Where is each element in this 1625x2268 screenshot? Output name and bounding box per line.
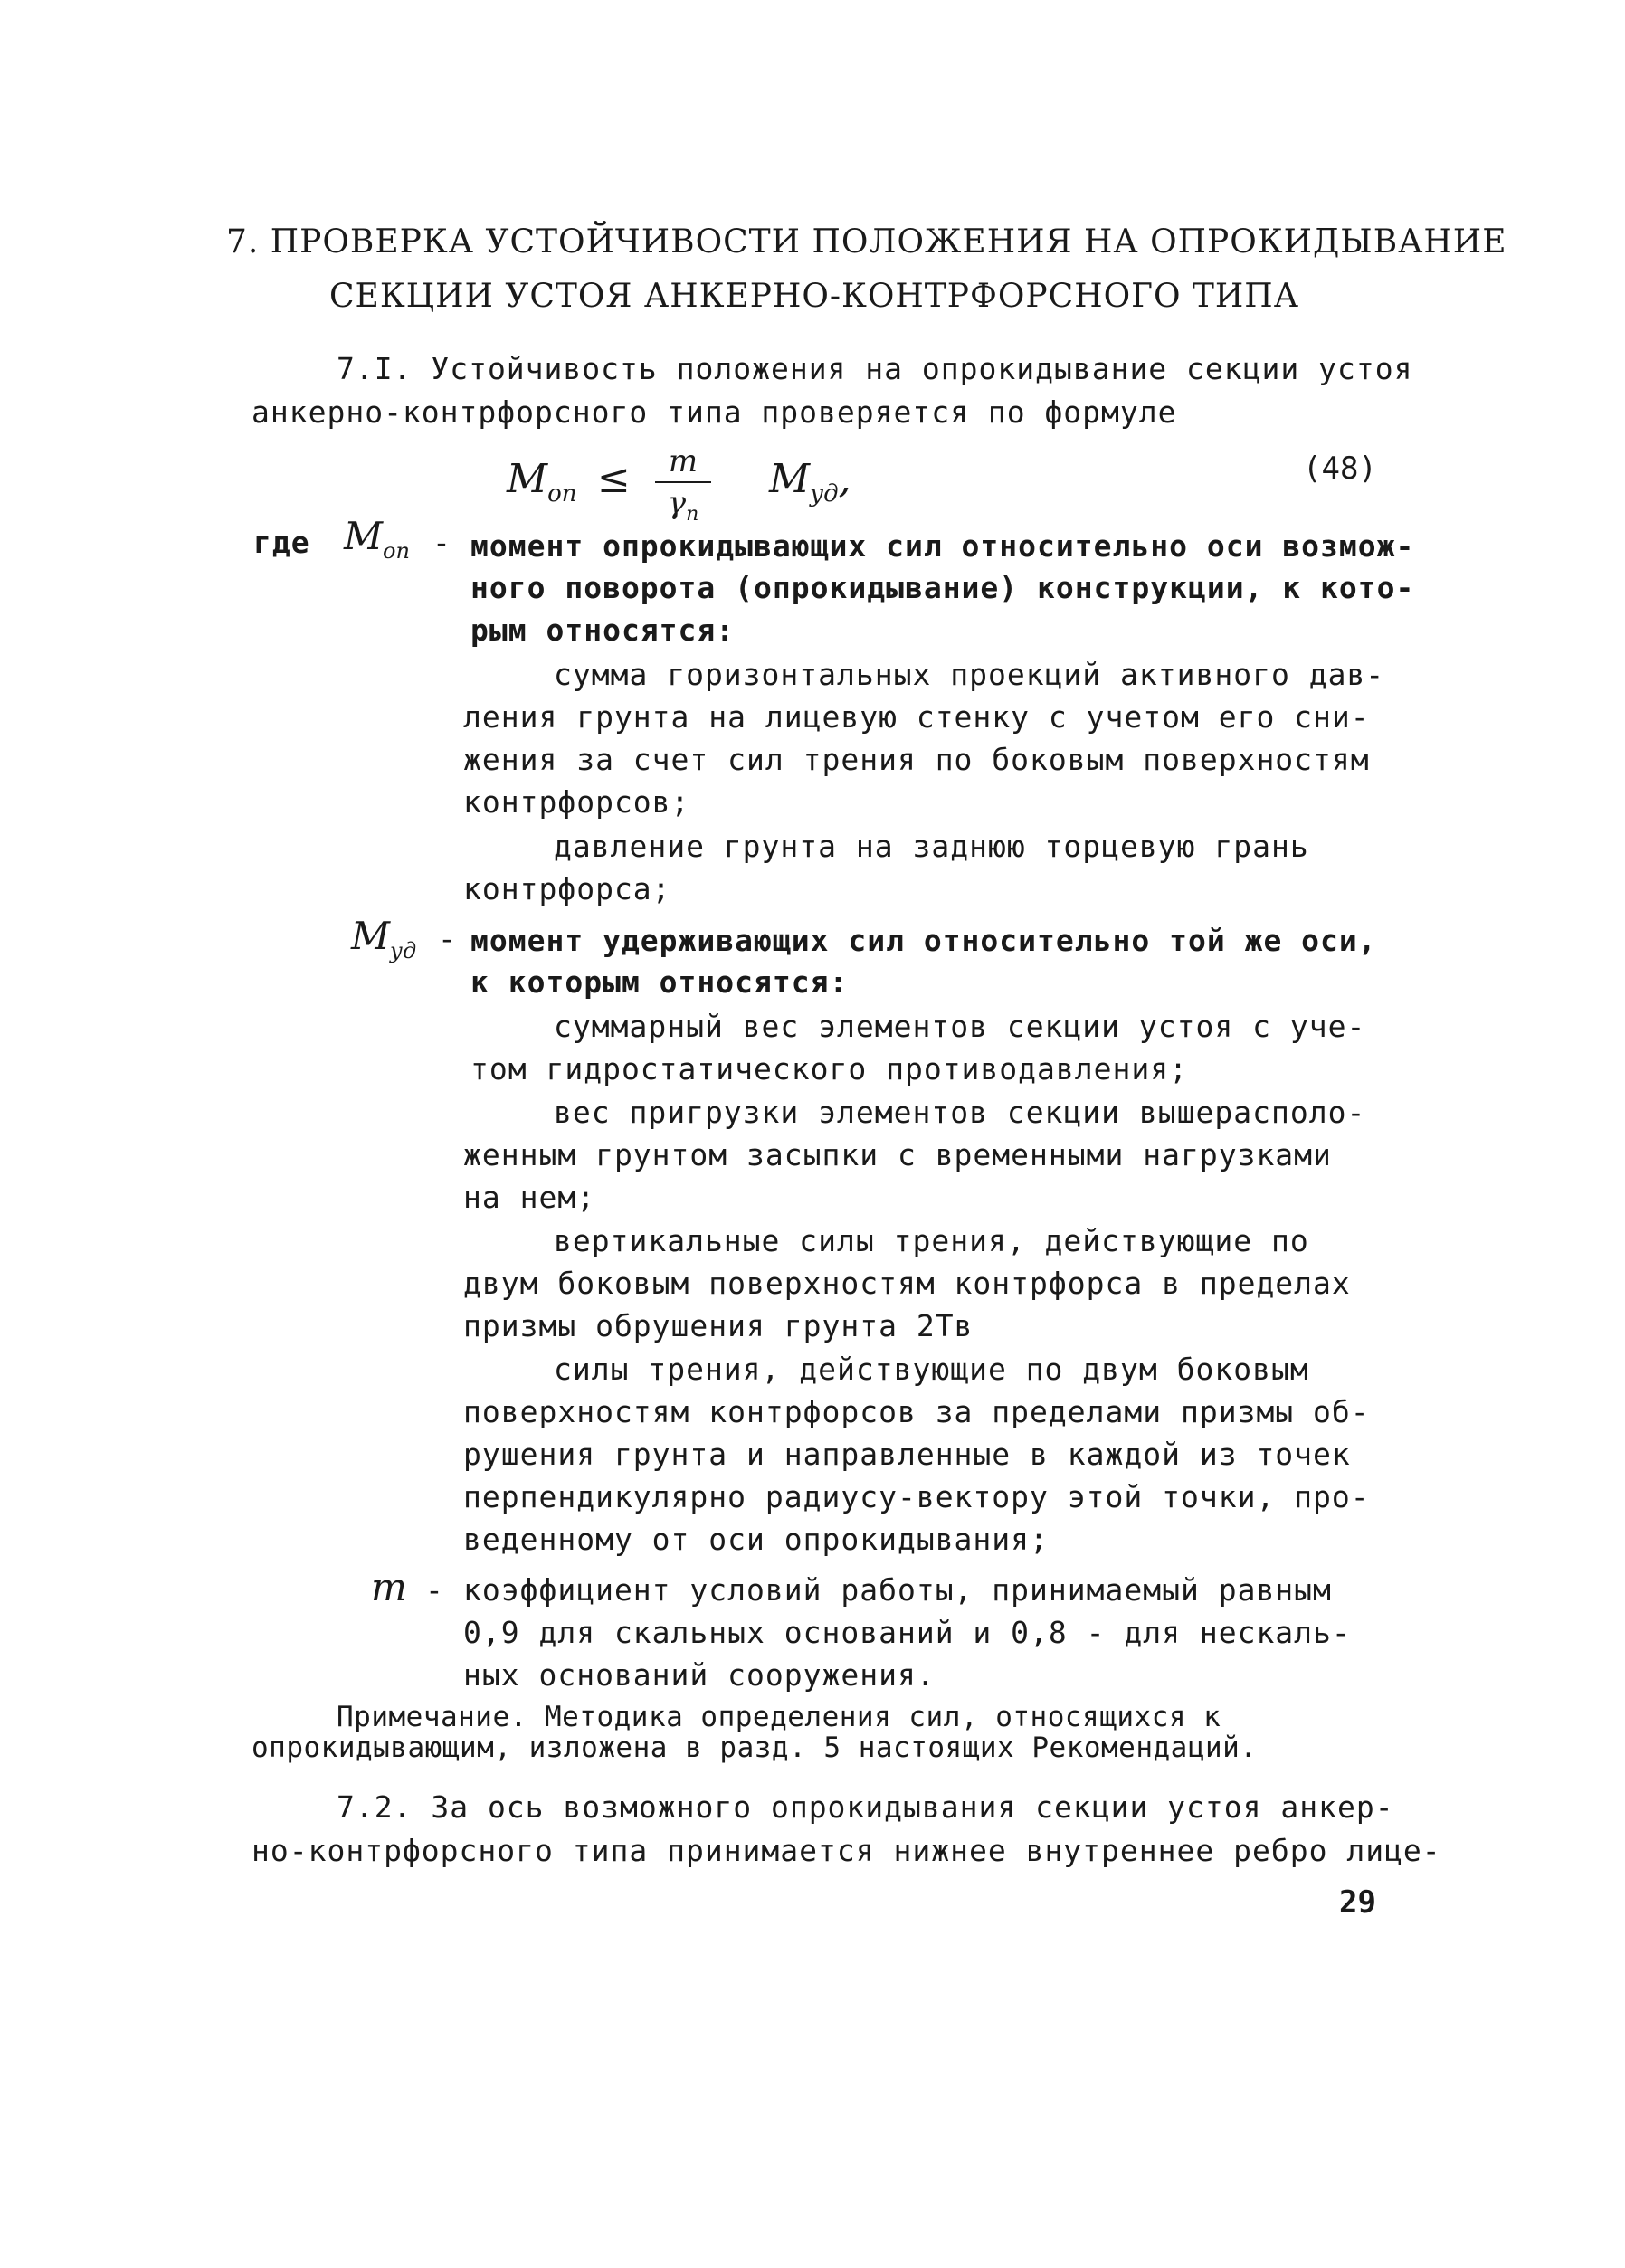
m-def-line-2: 0,9 для скальных оснований и 0,8 - для нескаль- <box>463 1615 1351 1650</box>
note-line-2: опрокидывающим, изложена в разд. 5 настоящих Рекомендаций. <box>252 1732 1258 1764</box>
heading-line-2: СЕКЦИИ УСТОЯ АНКЕРНО-КОНТРФОРСНОГО ТИПА <box>329 278 1299 315</box>
mud-dash: - <box>438 921 456 956</box>
mud-symbol: $M_{уд}$ <box>351 914 417 963</box>
para-7-2-line-2: но-контрфорсного типа принимается нижнее внутреннее ребро лице- <box>252 1833 1441 1868</box>
mud-item-3-line-2: двум боковым поверхностям контрфорса в пределах <box>463 1266 1351 1301</box>
mud-item-4-line-3: рушения грунта и направленные в каждой из точек <box>463 1437 1351 1472</box>
mud-item-4-line-1: силы трения, действующие по двум боковым <box>554 1352 1309 1387</box>
mop-item-2-line-1: давление грунта на заднюю торцевую грань <box>554 829 1309 864</box>
mop-item-2-line-2: контрфорса; <box>463 871 671 906</box>
section-heading <box>226 215 1507 324</box>
mud-item-1-line-2: том гидростатического противодавления; <box>470 1051 1188 1087</box>
m-symbol: m <box>371 1565 407 1609</box>
formula-48 <box>507 443 923 525</box>
fraction-numerator: m <box>668 443 698 479</box>
mop-item-1-line-2: ления грунта на лицевую стенку с учетом его сни- <box>463 699 1370 735</box>
mud-item-2-line-2: женным грунтом засыпки с временными нагрузками <box>463 1137 1332 1172</box>
para-7-2-line-1: 7.2. За ось возможного опрокидывания секции устоя анкер- <box>337 1789 1394 1825</box>
mud-def-line-1: момент удерживающих сил относительно той же оси, <box>470 923 1377 958</box>
m-def-line-3: ных оснований сооружения. <box>463 1657 936 1693</box>
mop-def-line-2: ного поворота (опрокидывание) конструкции, к кото- <box>470 570 1415 605</box>
mud-item-4-line-4: перпендикулярно радиусу-вектору этой точки, про- <box>463 1479 1370 1514</box>
mop-def-line-3: рым относятся: <box>470 612 736 648</box>
equation-number: (48) <box>1303 451 1377 487</box>
mud-item-4-line-2: поверхностям контрфорсов за пределами призмы об- <box>463 1394 1370 1429</box>
formula-operator: ≤ <box>597 456 631 502</box>
mop-item-1-line-3: жения за счет сил трения по боковым поверхностям <box>463 742 1370 777</box>
where-label: где <box>253 525 310 560</box>
mud-item-3-line-3: призмы обрушения грунта 2Tв <box>463 1308 974 1343</box>
m-dash: - <box>425 1572 443 1608</box>
m-def-line-1: коэффициент условий работы, принимаемый равным <box>463 1572 1332 1608</box>
heading-line-1: 7. ПРОВЕРКА УСТОЙЧИВОСТИ ПОЛОЖЕНИЯ НА ОПРОКИДЫВАНИЕ <box>226 223 1507 261</box>
mud-def-line-2: к которым относятся: <box>470 964 849 1000</box>
mop-dash: - <box>432 525 451 560</box>
mop-item-1-line-1: сумма горизонтальных проекций активного дав- <box>554 657 1385 692</box>
para-7-1-line-2: анкерно-контрфорсного типа проверяется по формуле <box>252 394 1177 430</box>
formula-rhs: $M_{уд}$, <box>769 456 851 508</box>
fraction-denominator: $\gamma_n$ <box>667 485 699 526</box>
fraction-bar <box>655 481 711 483</box>
mop-symbol: $M_{оп}$ <box>344 514 410 564</box>
mop-item-1-line-4: контрфорсов; <box>463 784 690 820</box>
mud-item-2-line-3: на нем; <box>463 1180 596 1215</box>
para-7-1-line-1: 7.I. Устойчивость положения на опрокидывание секции устоя <box>337 351 1413 386</box>
mud-item-2-line-1: вес пригрузки элементов секции вышерасполо- <box>554 1095 1366 1130</box>
mud-item-1-line-1: суммарный вес элементов секции устоя с уче- <box>554 1009 1366 1044</box>
mud-item-4-line-5: веденному от оси опрокидывания; <box>463 1522 1049 1557</box>
mud-item-3-line-1: вертикальные силы трения, действующие по <box>554 1223 1309 1258</box>
formula-fraction <box>651 443 715 533</box>
formula-lhs: $M_{оп}$ <box>507 456 577 508</box>
page-number: 29 <box>1339 1884 1376 1921</box>
note-line-1: Примечание. Методика определения сил, относящихся к <box>337 1701 1221 1733</box>
mop-def-line-1: момент опрокидывающих сил относительно оси возмож- <box>470 528 1415 564</box>
